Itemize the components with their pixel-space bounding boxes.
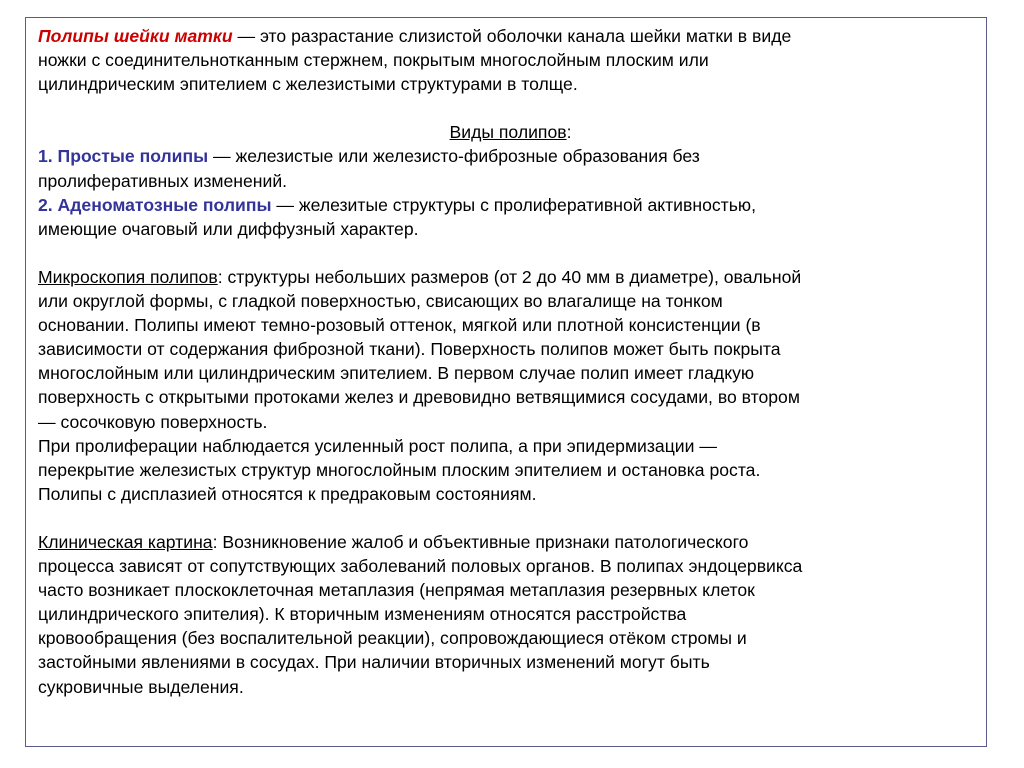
microscopy-line-10: Полипы с дисплазией относятся к предраковым состояниям.	[38, 483, 537, 504]
spacer	[38, 506, 983, 530]
spacer	[38, 96, 983, 120]
types-heading-line	[38, 120, 983, 144]
clinical-line-3: часто возникает плоскоклеточная метаплазия (непрямая метаплазия резервных клеток	[38, 580, 755, 601]
microscopy-heading: Микроскопия полипов	[38, 266, 218, 287]
types-item-2-text: — железитые структуры с пролиферативной активностью,	[271, 194, 756, 215]
types-item-1-text: — железистые или железисто-фиброзные образования без	[208, 146, 700, 167]
clinical-heading: Клиническая картина	[38, 531, 213, 552]
types-item-2-line-2: имеющие очаговый или диффузный характер.	[38, 218, 419, 239]
intro-term: Полипы шейки матки	[38, 26, 233, 46]
types-item-1-line-1	[38, 144, 983, 168]
microscopy-line-3: основании. Полипы имеют темно-розовый оттенок, мягкой или плотной консистенции (в	[38, 315, 761, 336]
types-item-1-line-2: пролиферативных изменений.	[38, 170, 288, 191]
microscopy-line-9: перекрытие железистых структур многослойным плоским эпителием и остановка роста.	[38, 459, 761, 480]
clinical-line-6: застойными явлениями в сосудах. При наличии вторичных изменений могут быть	[38, 652, 710, 673]
spacer	[38, 241, 983, 265]
clinical-text-1: : Возникновение жалоб и объективные признаки патологического	[212, 531, 749, 552]
intro-line-3: цилиндрическим эпителием с железистыми структурами в толще.	[38, 74, 578, 95]
microscopy-line-7: — сосочковую поверхность.	[38, 411, 268, 432]
clinical-line-4: цилиндрического эпителия). К вторичным изменениям относятся расстройства	[38, 604, 687, 625]
intro-text-1: — это разрастание слизистой оболочки канала шейки матки в виде	[232, 26, 792, 46]
microscopy-line-4: зависимости от содержания фиброзной ткани). Поверхность полипов может быть покрыта	[38, 339, 781, 360]
clinical-line-1	[38, 530, 983, 554]
clinical-line-2: процесса зависят от сопутствующих заболеваний половых органов. В полипах эндоцервикса	[38, 556, 803, 577]
types-item-1-label: 1. Простые полипы	[38, 146, 209, 167]
microscopy-line-6: поверхность с открытыми протоками желез и древовидно ветвящимися сосудами, во втором	[38, 387, 800, 408]
types-item-2-line-1	[38, 193, 983, 217]
intro-line-2: ножки с соединительнотканным стержнем, покрытым многослойным плоским или	[38, 50, 709, 71]
intro-line-1	[38, 24, 983, 48]
microscopy-line-2: или округлой формы, с гладкой поверхностью, свисающих во влагалище на тонком	[38, 291, 723, 312]
clinical-line-5: кровообращения (без воспалительной реакции), сопровождающиеся отёком стромы и	[38, 628, 747, 649]
slide-content	[38, 24, 983, 699]
microscopy-line-8: При пролиферации наблюдается усиленный рост полипа, а при эпидермизации —	[38, 435, 717, 456]
microscopy-line-1	[38, 265, 983, 289]
types-heading-colon: :	[566, 122, 572, 143]
microscopy-line-5: многослойным или цилиндрическим эпителием. В первом случае полип имеет гладкую	[38, 363, 755, 384]
microscopy-text-1: : структуры небольших размеров (от 2 до 40 мм в диаметре), овальной	[217, 266, 802, 287]
types-heading: Виды полипов	[449, 122, 567, 143]
types-item-2-label: 2. Аденоматозные полипы	[38, 194, 272, 215]
clinical-line-7: сукровичные выделения.	[38, 676, 244, 697]
